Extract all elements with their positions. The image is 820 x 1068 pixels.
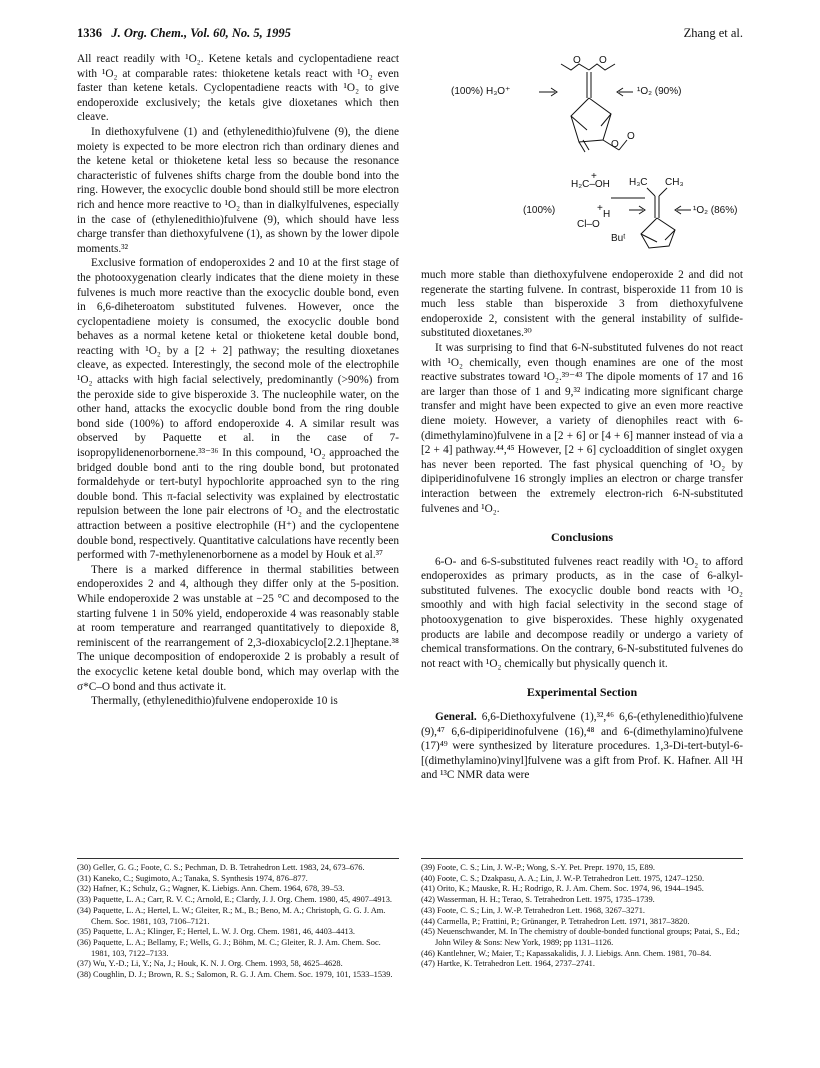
reference: (30) Geller, G. G.; Foote, C. S.; Pechman, D. B. Tetrahedron Lett. 1983, 24, 673–676. — [77, 863, 365, 872]
scheme-label-h3c: H₃C — [629, 177, 648, 188]
reaction-scheme — [421, 52, 743, 250]
paragraph: Thermally, (ethylenedithio)fulvene endoperoxide 10 is — [91, 695, 338, 708]
reference: (40) Foote, C. S.; Dzakpasu, A. A.; Lin, J. W.-P. Tetrahedron Lett. 1975, 1247–1250. — [421, 873, 705, 883]
header-left — [77, 26, 291, 41]
running-header — [77, 26, 743, 46]
scheme-label-singlet-oxygen-86: ¹O₂ (86%) — [693, 205, 738, 216]
reference: (35) Paquette, L. A.; Klinger, F.; Hertel, L. W. J. Org. Chem. 1981, 46, 4403–4413. — [77, 927, 355, 937]
reference: (47) Hartke, K. Tetrahedron Lett. 1964, 2737–2741. — [421, 959, 595, 969]
reference: (32) Hafner, K.; Schulz, G.; Wagner, K. Liebigs. Ann. Chem. 1964, 678, 39–53. — [77, 884, 345, 894]
paragraph: In diethoxyfulvene (1) and (ethylenedithio)fulvene (9), the diene moiety is expected to be more electron rich than ordinary dienes and the ketene ketal or thioketene ketal less so because the resonance characteristic of fulvenes shifts charge from the double bond into the ring. However, the exocyclic double bond should still be more electron rich and hence more reactive to ¹O₂ than in dialkylfulvenes, especially in the case of (ethylenedithio)fulvene (9), which should have less charge transfer than diethoxyfulvene (1), as shown by the lower dipole moments.³² — [77, 125, 399, 255]
norbornene-ring — [641, 218, 675, 248]
paragraph: There is a marked difference in thermal stabilities between endoperoxides 2 and 4, although they differ only at the 5-position. While endoperoxide 2 was unstable at −25 °C and decomposed to the starting fulvene 1 in 50% yield, endoperoxide 4 was reasonably stable at room temperature and rearranged quantitatively to diepoxide 8, reminiscent of the rearrangement of 2,3-dioxabicyclo[2.2.1]heptane.³⁸ The unique decomposition of endoperoxide 2 is probably a result of the exocyclic ketene ketal double bond, which may overlap with the σ*C–O bond and thus activate it. — [77, 563, 399, 693]
reference: (31) Kaneko, C.; Sugimoto, A.; Tanaka, S. Synthesis 1974, 876–877. — [77, 873, 308, 883]
header-authors: Zhang et al. — [683, 26, 743, 40]
references-left — [77, 858, 399, 981]
scheme-oxygen-3: O — [611, 139, 619, 150]
scheme-oxygen-1: O — [573, 55, 581, 66]
reference: (46) Kantlehner, W.; Maier, T.; Kapassakalidis, J. J. Liebigs. Ann. Chem. 1981, 70–84. — [421, 948, 712, 958]
journal-citation: J. Org. Chem., Vol. 60, No. 5, 1995 — [111, 26, 291, 40]
section-heading-experimental: Experimental Section — [526, 685, 638, 700]
scheme-oxygen-2: O — [599, 55, 607, 66]
scheme-label-100: (100%) — [523, 205, 556, 216]
reference: (41) Orito, K.; Mauske, R. H.; Rodrigo, R. J. Am. Chem. Soc. 1974, 96, 1944–1945. — [421, 884, 704, 894]
reference: (39) Foote, C. S.; Lin, J. W.-P.; Wong, S.-Y. Pet. Prepr. 1970, 15, E89. — [421, 863, 655, 872]
reference: (34) Paquette, L. A.; Hertel, L. W.; Gleiter, R.; M., B.; Beno, M. A.; Christoph, G. G. J. Am. Chem. Soc. 1981, 103, 7106–7121. — [77, 905, 386, 926]
run-in-heading: General. — [435, 711, 477, 724]
scheme-oxygen-4: O — [627, 131, 635, 142]
scheme-label-hydronium: (100%) H₃O⁺ — [451, 86, 511, 97]
reference: (43) Foote, C. S.; Lin, J. W.-P. Tetrahedron Lett. 1968, 3267–3271. — [421, 905, 645, 915]
reference: (36) Paquette, L. A.; Bellamy, F.; Wells, G. J.; Böhm, M. C.; Gleiter, R. J. Am. Chem. Soc. 1981, 103, 7122–7133. — [77, 937, 381, 958]
scheme-label-ch3: CH₃ — [665, 177, 684, 188]
section-heading-conclusions: Conclusions — [550, 530, 614, 545]
reference: (42) Wasserman, H. H.; Terao, S. Tetrahedron Lett. 1975, 1735–1739. — [421, 895, 655, 905]
scheme-label-h: H — [603, 209, 611, 220]
experimental-text: 6,6-Diethoxyfulvene (1),³²,⁴⁶ 6,6-(ethylenedithio)fulvene (9),⁴⁷ 6,6-dipiperidinofulvene (16),⁴⁸ and 6-(dimethylamino)fulvene (17)⁴⁹ were synthesized by literature procedures. 1,3-Di-tert-butyl-6-[(dimethylamino)vinyl]fulvene was a gift from Prof. K. Hafner. All ¹H and ¹³C NMR data were — [421, 711, 743, 782]
right-column — [421, 52, 743, 783]
paragraph-experimental — [421, 710, 743, 783]
scheme-label-tert-butyl: Buᵗ — [611, 233, 626, 244]
paragraph: All react readily with ¹O₂. Ketene ketals and cyclopentadiene react with ¹O₂ at comparable rates: thioketene ketals react with ¹O₂ even faster than ketene ketals. Cyclopentadiene reacts with ¹O₂ to give endoperoxide exclusively; the ketals give dioxetanes which then cleave. — [77, 53, 399, 124]
left-column — [77, 52, 399, 709]
page-number: 1336 — [77, 26, 102, 40]
scheme-plus-1: + — [591, 171, 597, 182]
reference: (45) Neuenschwander, M. In The chemistry of double-bonded functional groups; Patai, S., Ed.; John Wiley & Sons: New York, 1989; pp 1131–1126. — [421, 927, 740, 947]
dimethyl-bond-left — [647, 188, 655, 196]
scheme-label-cl-o: Cl–O — [577, 219, 600, 230]
reference: (44) Carmella, P.; Frattini, P.; Grünanger, P. Tetrahedron Lett. 1971, 3817–3820. — [421, 916, 690, 926]
reference: (37) Wu, Y.-D.; Li, Y.; Na, J.; Houk, K. N. J. Org. Chem. 1993, 58, 4625–4628. — [77, 959, 343, 969]
scheme-label-singlet-oxygen-90: ¹O₂ (90%) — [637, 86, 682, 97]
reference: (38) Coughlin, D. J.; Brown, R. S.; Salomon, R. G. J. Am. Chem. Soc. 1979, 101, 1533–1539. — [77, 970, 393, 980]
bicyclic-ring — [571, 98, 611, 142]
paragraph: much more stable than diethoxyfulvene endoperoxide 2 and did not regenerate the starting fulvene. In contrast, bisperoxide 11 from 10 is much less stable than bisperoxide 3 from diethoxyfulvene endoperoxide 2, consistent with the general instability of sulfide-substituted dioxetanes.³⁰ — [421, 269, 743, 340]
paragraph: Exclusive formation of endoperoxides 2 and 10 at the first stage of the photooxygenation clearly indicates that the diene moiety in these fulvenes is much more reactive than the exocyclic double bond, even in 6,6-diheteroatom substituted fulvenes. However, once the cyclopentadiene moiety is consumed, the exocyclic double bond behaves as a normal ketene ketal or thioketene ketal double bond, reacting with ¹O₂ by a [2 + 2] pathway; the resulting dioxetanes cleave, as expected. Interestingly, the second mole of the electrophile ¹O₂ attacks with high facial selectively, predominantly (>90%) from the peroxide side to give bisperoxide 3. The nucleophile water, on the other hand, attacks the exocyclic double bond from the ring double bond side (100%) to afford endoperoxide 4. A similar result was observed by Paquette et al. in the case of 7-isopropylidenenorbornene.³³⁻³⁶ In this compound, ¹O₂ approached the bridged double bond anti to the ring double bond, but protonated formaldehyde or tert-butyl hypochlorite approached syn to the ring double bond. This π-facial selectivity was explained by electrostatic repulsion between the lone pair electrons of ¹O₂ and the electrostatic attraction between a positive electrophile (H⁺) and the cyclopentene double bond, respectively. Quantitative calculations have recently been performed with 7-methylenenorbornene as a model by Houk et al.³⁷ — [77, 257, 399, 562]
scheme-plus-2: + — [597, 203, 603, 214]
scheme-label-h2c-oh: H₂C–OH — [571, 179, 610, 190]
references-right — [421, 858, 743, 970]
paragraph-conclusions: 6-O- and 6-S-substituted fulvenes react readily with ¹O₂ to afford endoperoxides as primary products, as in the case of 6-alkyl-substituted fulvenes. The exocyclic double bond reacts with ¹O₂ smoothly and with high facial selectivity in the second stage of photooxygenation to give bisperoxides. These highly oxygenated products are labile and decompose readily or undergo a variety of chemical transformations. On the contrary, 6-N-substituted fulvenes do not react with ¹O₂ chemically but physically quench it. — [421, 555, 743, 670]
paragraph: It was surprising to find that 6-N-substituted fulvenes do not react with ¹O₂ chemically, even though enamines are one of the most reactive substrates toward ¹O₂.³⁹⁻⁴³ The dipole moments of 17 and 16 are larger than those of 1 and 9,³² indicating more significant charge transfer and might have been expected to give an even more reactive diene moiety. However, a variety of dienophiles react with 6-(dimethylamino)fulvene in a [2 + 6] or [4 + 6] manner instead of via a [2 + 4] pathway.⁴⁴,⁴⁵ However, [2 + 6] cycloaddition of singlet oxygen has never been reported. The fast physical quenching of ¹O₂ by dipiperidinofulvene 16 strongly implies an electron or charge transfer interaction between the extremely electron-rich 6-N-substituted fulvenes and ¹O₂. — [421, 341, 743, 515]
reference: (33) Paquette, L. A.; Carr, R. V. C.; Arnold, E.; Clardy, J. J. Org. Chem. 1980, 45, 4907–4913. — [77, 895, 393, 905]
